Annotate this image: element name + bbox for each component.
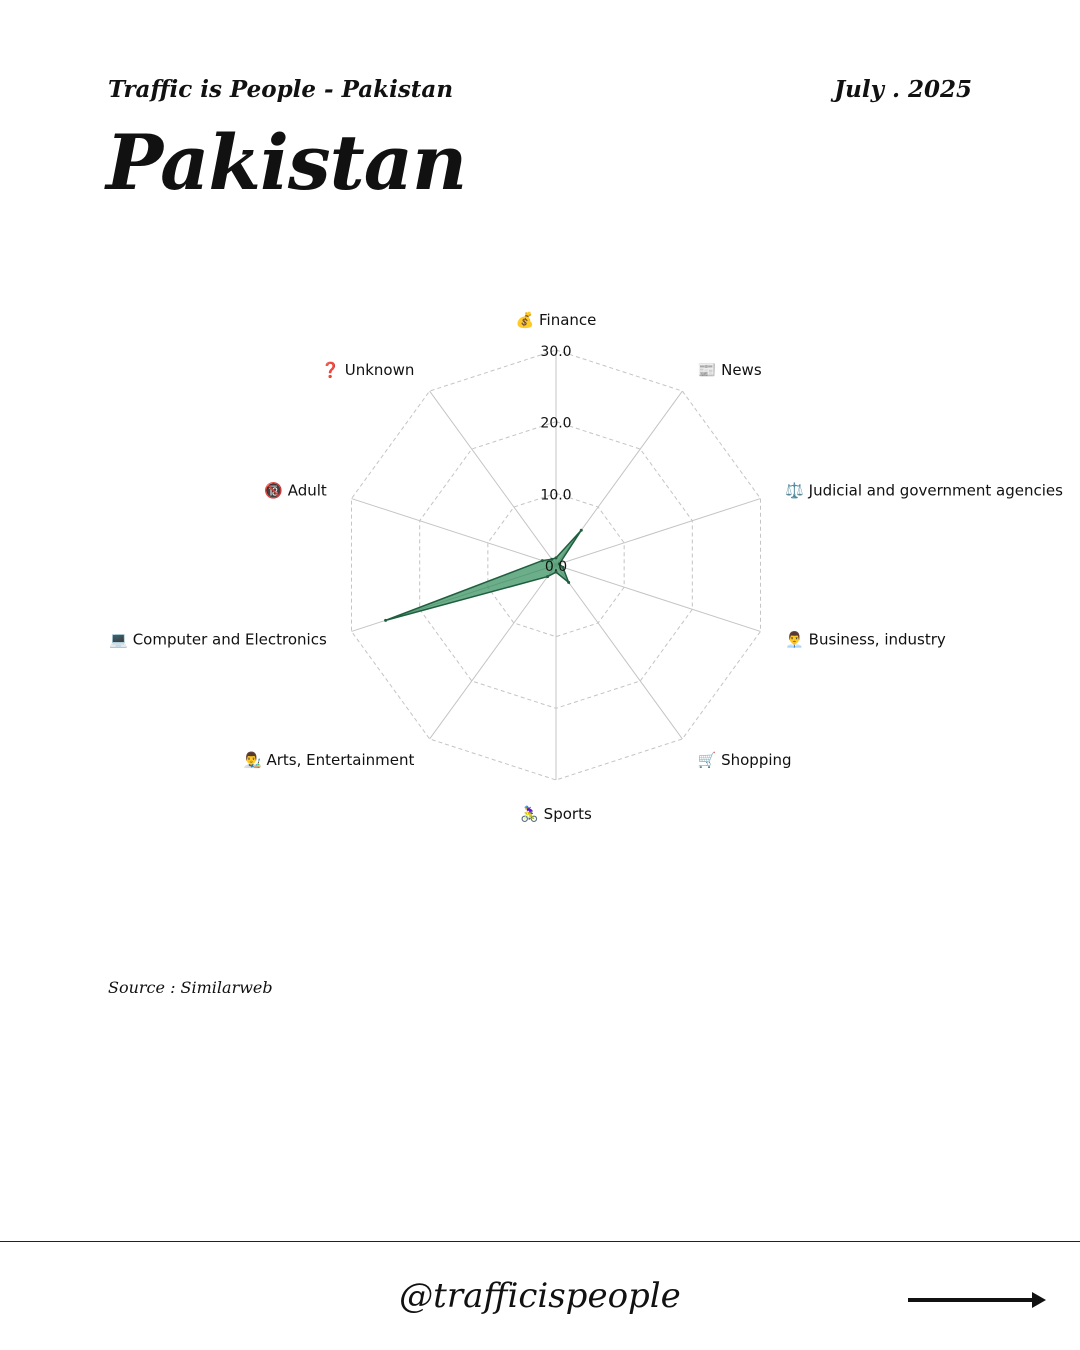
tick-label: 10.0 [540,487,572,504]
category-label: 🛒 Shopping [697,750,792,769]
data-point-6 [546,575,549,578]
page-title: Pakistan [106,118,467,207]
category-label: 📰 News [697,361,762,380]
data-point-4 [567,581,570,584]
tick-label: 20.0 [540,415,572,432]
category-label: ⚖️ Judicial and government agencies [785,481,1063,500]
data-point-1 [580,529,583,532]
social-handle: @trafficispeople [399,1276,681,1316]
data-point-8 [541,559,544,562]
footer-divider [0,1241,1080,1242]
spoke-9 [430,391,556,565]
arrow-right-icon[interactable] [906,1288,1048,1312]
category-label: 👨‍🎨 Arts, Entertainment [243,750,415,769]
category-label: ❓ Unknown [321,361,415,380]
category-label: 🚴‍♀️ Sports [520,805,592,823]
report-date: July . 2025 [834,76,972,103]
spoke-8 [352,499,556,565]
tick-label: 30.0 [540,344,572,360]
radar-chart [0,300,1080,840]
series-title: Traffic is People - Pakistan [108,76,454,103]
category-label: 💻 Computer and Electronics [109,630,327,649]
spoke-3 [556,565,760,631]
source-note: Source : Similarweb [108,978,273,997]
category-label: 💰 Finance [515,311,597,329]
category-label: 👨‍💼 Business, industry [785,630,946,649]
category-label: 🔞 Adult [264,481,327,500]
tick-label: 0.0 [544,559,568,575]
data-series-polygon [386,530,582,620]
data-point-7 [384,619,387,622]
spoke-4 [556,565,682,739]
spoke-2 [556,499,760,565]
